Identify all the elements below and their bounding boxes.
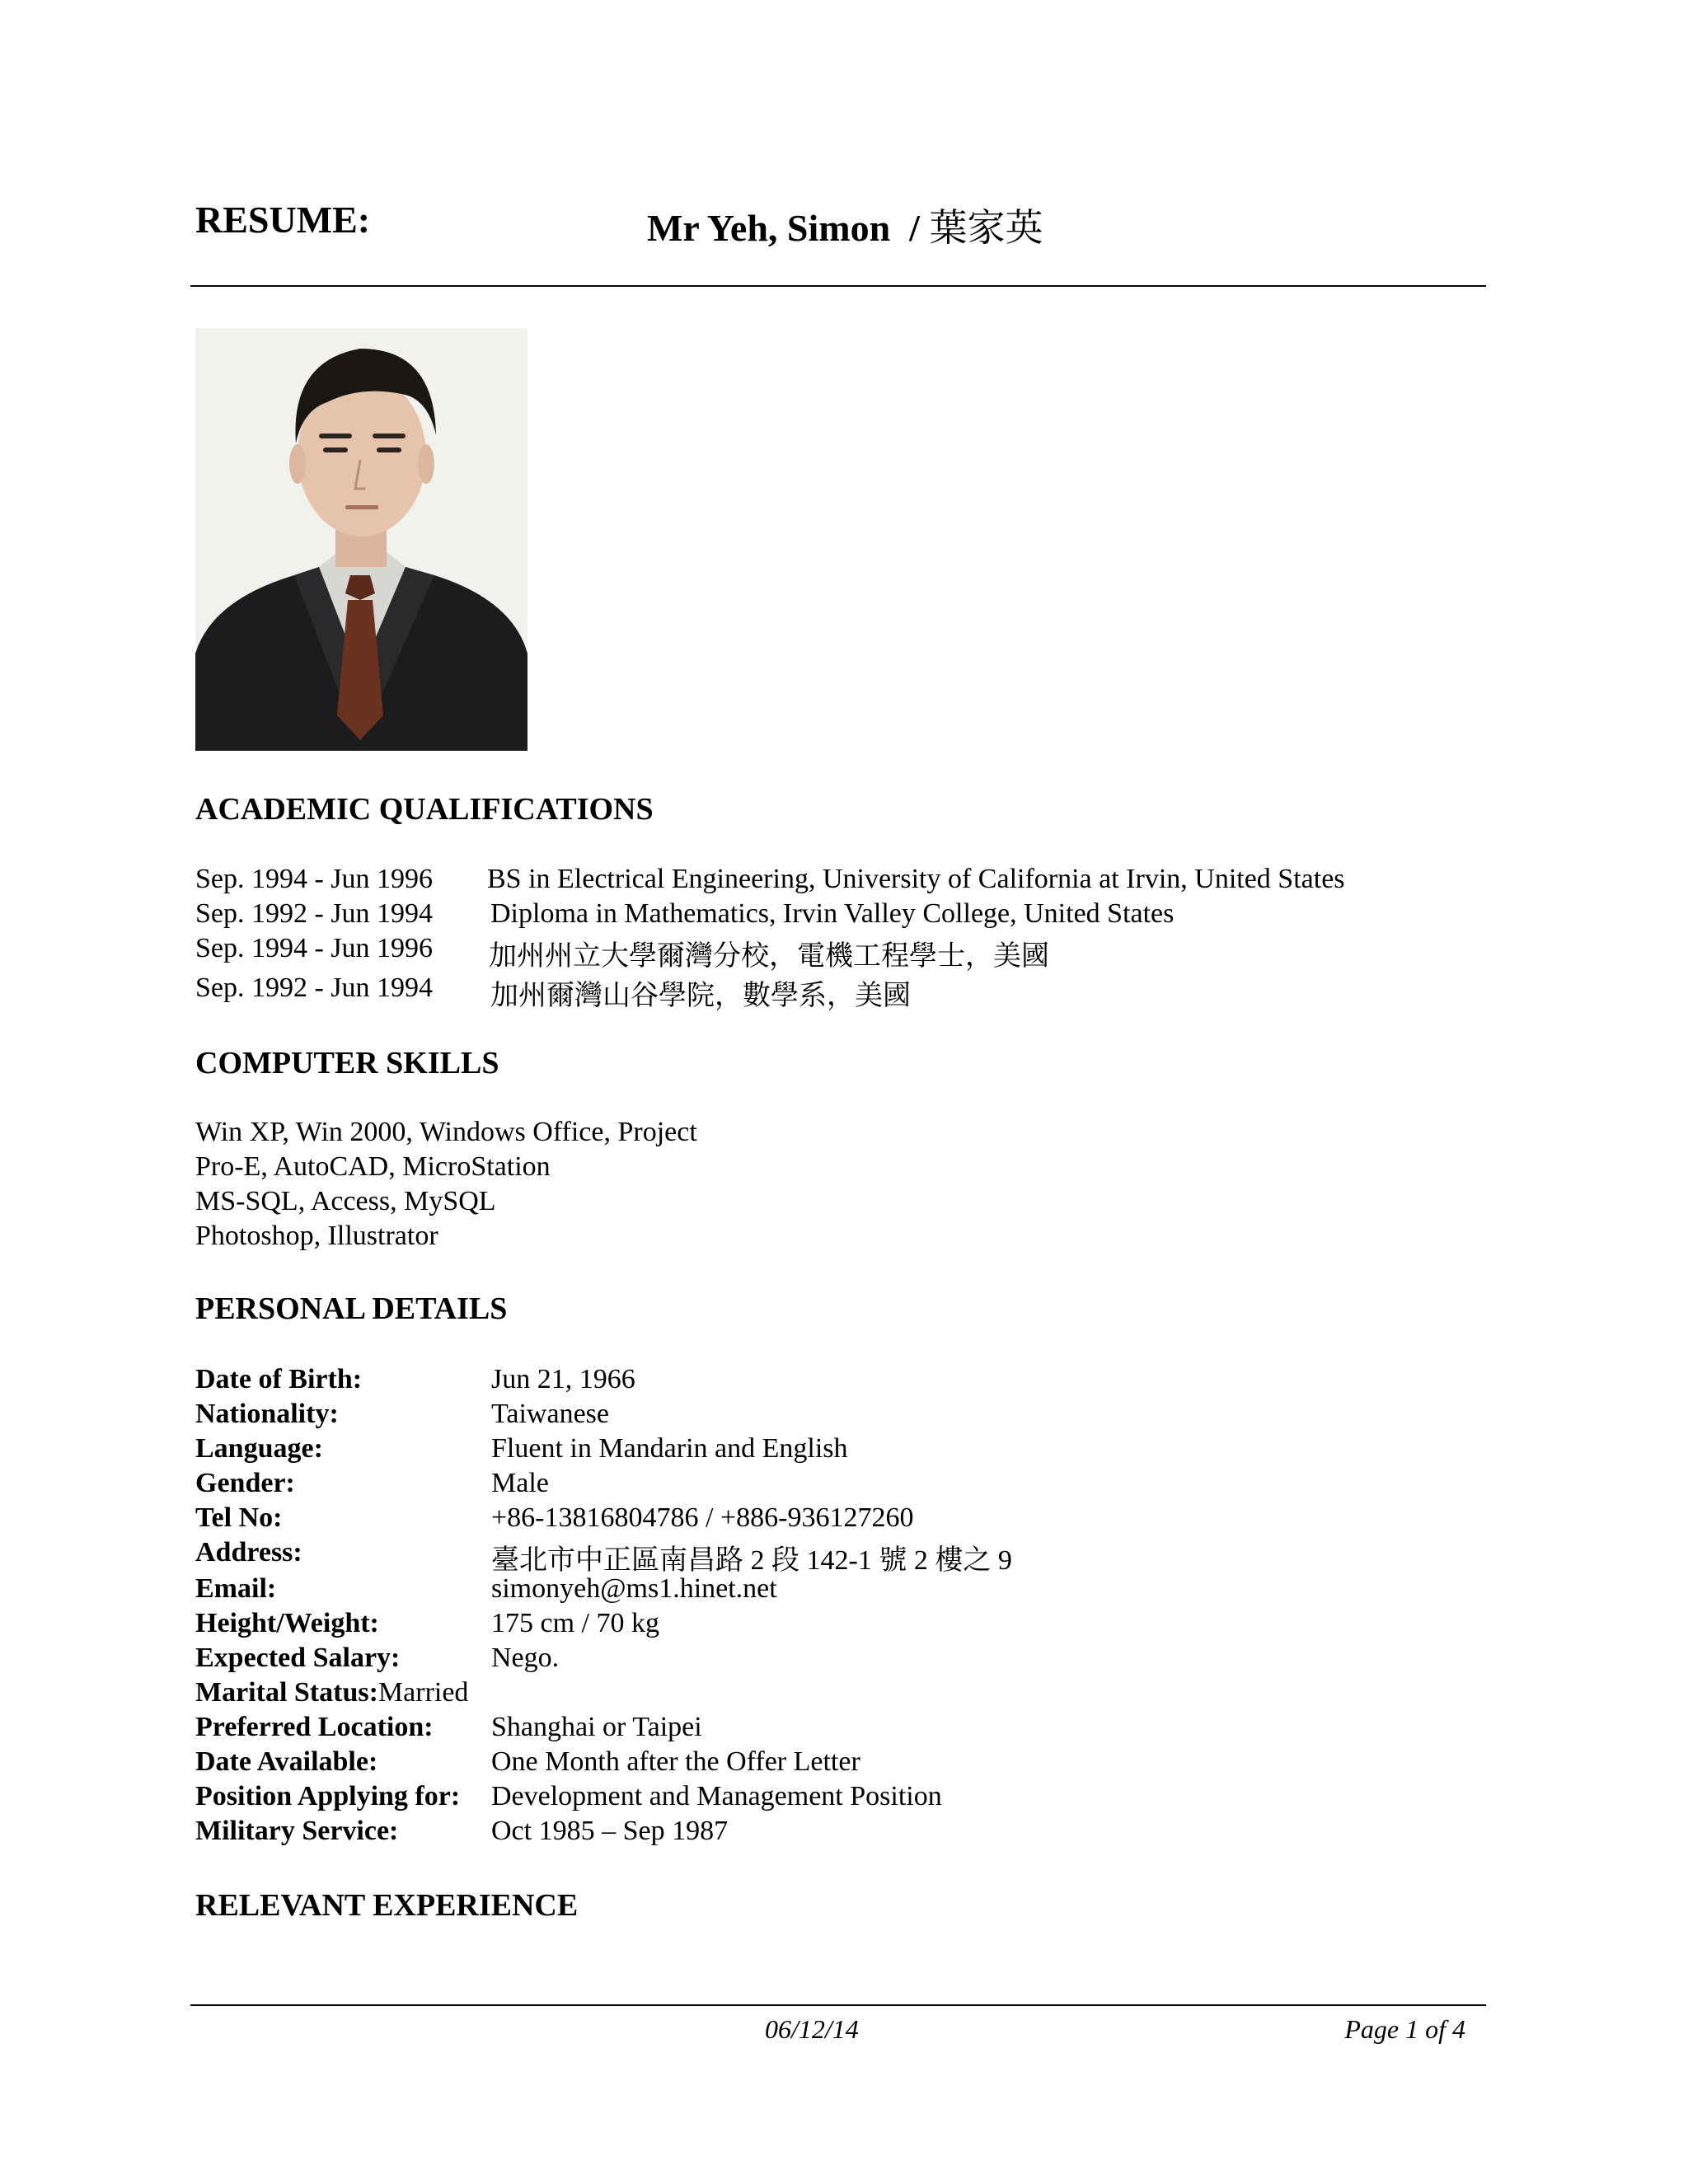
candidate-name-latin: Mr Yeh, Simon / [647, 207, 930, 249]
top-divider [190, 285, 1486, 287]
detail-value: One Month after the Offer Letter [491, 1746, 860, 1777]
detail-label: Position Applying for: [195, 1781, 461, 1811]
education-date: Sep. 1992 - Jun 1994 [195, 898, 434, 929]
detail-value: Taiwanese [491, 1399, 609, 1429]
skill-line: Win XP, Win 2000, Windows Office, Project [195, 1117, 697, 1147]
detail-value: Jun 21, 1966 [491, 1364, 635, 1394]
detail-label: Gender: [195, 1468, 295, 1498]
resume-label: RESUME: [195, 199, 371, 241]
detail-row-nationality [195, 1399, 1349, 1433]
personal-heading: PERSONAL DETAILS [195, 1291, 508, 1326]
detail-label: Marital Status: [195, 1677, 378, 1708]
detail-value: Male [491, 1468, 549, 1498]
detail-value: Development and Management Position [491, 1781, 942, 1811]
detail-row-gender [195, 1468, 1349, 1502]
detail-value: 臺北市中正區南昌路 2 段 142-1 號 2 樓之 9 [491, 1545, 1012, 1576]
detail-label: Preferred Location: [195, 1712, 434, 1742]
candidate-name-cjk: 葉家英 [929, 207, 1043, 249]
detail-label: Nationality: [195, 1399, 339, 1429]
education-date: Sep. 1994 - Jun 1996 [195, 864, 434, 894]
education-date: Sep. 1992 - Jun 1994 [195, 972, 434, 1003]
detail-label: Date Available: [195, 1746, 378, 1777]
experience-heading: RELEVANT EXPERIENCE [195, 1888, 579, 1923]
detail-value: Married [377, 1677, 469, 1708]
skills-heading: COMPUTER SKILLS [195, 1046, 499, 1080]
detail-row-language [195, 1433, 1349, 1468]
detail-value: +86-13816804786 / +886-936127260 [491, 1502, 914, 1533]
detail-value: Fluent in Mandarin and English [491, 1433, 848, 1464]
detail-row-email [195, 1573, 1349, 1608]
detail-row-address [195, 1537, 1349, 1576]
detail-row-location [195, 1712, 1349, 1746]
detail-row-available [195, 1746, 1349, 1781]
detail-label: Address: [195, 1537, 302, 1568]
footer-date: 06/12/14 [765, 2014, 859, 2044]
detail-row-dob [195, 1364, 1349, 1399]
skill-line: MS-SQL, Access, MySQL [195, 1186, 496, 1216]
detail-label: Date of Birth: [195, 1364, 363, 1394]
detail-row-salary [195, 1643, 1349, 1677]
education-desc: 加州爾灣山谷學院，數學系，美國 [490, 981, 911, 1011]
title-row [195, 198, 1481, 255]
detail-row-position [195, 1781, 1349, 1816]
detail-label: Tel No: [195, 1502, 283, 1533]
detail-row-height-weight [195, 1608, 1349, 1643]
detail-label: Height/Weight: [195, 1608, 379, 1638]
detail-row-tel [195, 1502, 1349, 1537]
candidate-name [647, 198, 1043, 252]
detail-label: Military Service: [195, 1816, 399, 1846]
education-desc: BS in Electrical Engineering, University of California at Irvin, United States [487, 864, 1345, 894]
portrait-photo [195, 328, 528, 751]
detail-label: Language: [195, 1433, 323, 1464]
detail-value: 175 cm / 70 kg [491, 1608, 659, 1638]
detail-row-marital [195, 1677, 1349, 1712]
education-date: Sep. 1994 - Jun 1996 [195, 933, 434, 963]
detail-label: Expected Salary: [195, 1643, 401, 1673]
footer-divider [190, 2004, 1486, 2006]
skill-line: Pro-E, AutoCAD, MicroStation [195, 1151, 551, 1182]
email-link[interactable]: simonyeh@ms1.hinet.net [491, 1573, 777, 1604]
education-desc: 加州州立大學爾灣分校，電機工程學士，美國 [489, 941, 1049, 972]
detail-value: Oct 1985 – Sep 1987 [491, 1816, 729, 1846]
detail-label: Email: [195, 1573, 277, 1604]
detail-value: Nego. [491, 1643, 560, 1673]
skill-line: Photoshop, Illustrator [195, 1221, 438, 1251]
education-desc: Diploma in Mathematics, Irvin Valley College, United States [490, 898, 1175, 929]
detail-value: Shanghai or Taipei [491, 1712, 702, 1742]
portrait-photo-icon [195, 328, 528, 751]
academic-heading: ACADEMIC QUALIFICATIONS [195, 792, 654, 827]
footer-page-number: Page 1 of 4 [1344, 2014, 1465, 2044]
detail-row-military [195, 1816, 1349, 1850]
